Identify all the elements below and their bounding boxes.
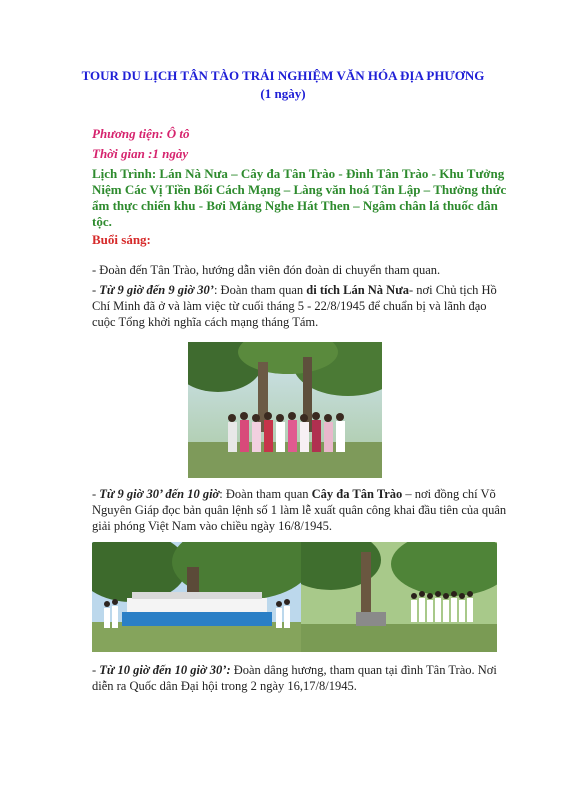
morning-heading: Buổi sáng: [92,232,151,247]
paragraph-cay-da [92,486,512,534]
time-range: Từ 9 giờ đến 9 giờ 30’ [99,283,214,297]
duration-line: Thời gian :1 ngày [92,146,189,161]
photo-cay-da-ceremony [301,542,497,652]
tour-duration-subtitle: (1 ngày) [260,86,306,101]
tour-title: TOUR DU LỊCH TÂN TÀO TRẢI NGHIỆM VĂN HÓA ĐỊA PHƯƠNG [81,68,485,83]
photo-cay-da-group [92,542,301,652]
paragraph-dinh-tan-trao [92,662,512,694]
text-segment: Đoàn dâng hương, tham quan tại đình Tân Trào. Nơi diễn ra Quốc dân Đại hội trong 2 ngày 16,17/8/1945. [92,663,497,693]
bullet-dash: - [92,487,100,501]
time-range: Từ 9 giờ 30’ đến 10 giờ [99,487,220,501]
time-range: Từ 10 giờ đến 10 giờ 30’: [99,663,231,677]
text-segment: : Đoàn tham quan [213,283,307,297]
transport-line: Phương tiện: Ô tô [92,126,190,141]
photo-lan-na-nua-group [188,342,382,478]
text-segment: : Đoàn tham quan [219,487,312,501]
bullet-dash: - [92,283,100,297]
bullet-dash: - [92,663,100,677]
place-name: di tích Lán Nà Nưa [306,283,409,297]
place-name: Cây đa Tân Trào [311,487,403,501]
paragraph-lan-na-nua [92,282,512,330]
paragraph-arrival: - Đoàn đến Tân Trào, hướng dẫn viên đón đoàn di chuyển tham quan. [92,263,441,277]
itinerary-text: Lịch Trình: Lán Nà Nưa – Cây đa Tân Trào - Đình Tân Trào - Khu Tưởng Niệm Các Vị Tiền Bối Cách Mạng – Làng văn hoá Tân Lập – Thưởng thức ẩm thực chiến khu - Bơi Mảng Nghe Hát Then – Ngâm chân lá thuốc dân tộc. [92,166,507,229]
text-segment: - nơi Chủ tịch Hồ Chí Minh đã ở và làm việc từ cuối tháng 5 - 22/8/1945 để chuẩn bị và lãnh đạo cuộc Tổng khởi nghĩa cách mạng tháng Tám. [92,283,497,329]
text-segment: – nơi đồng chí Võ Nguyên Giáp đọc bản quân lệnh số 1 làm lễ xuất quân công khai đầu tiên của quân giải phóng Việt Nam vào chiều ngày 16/8/1945. [92,487,507,533]
